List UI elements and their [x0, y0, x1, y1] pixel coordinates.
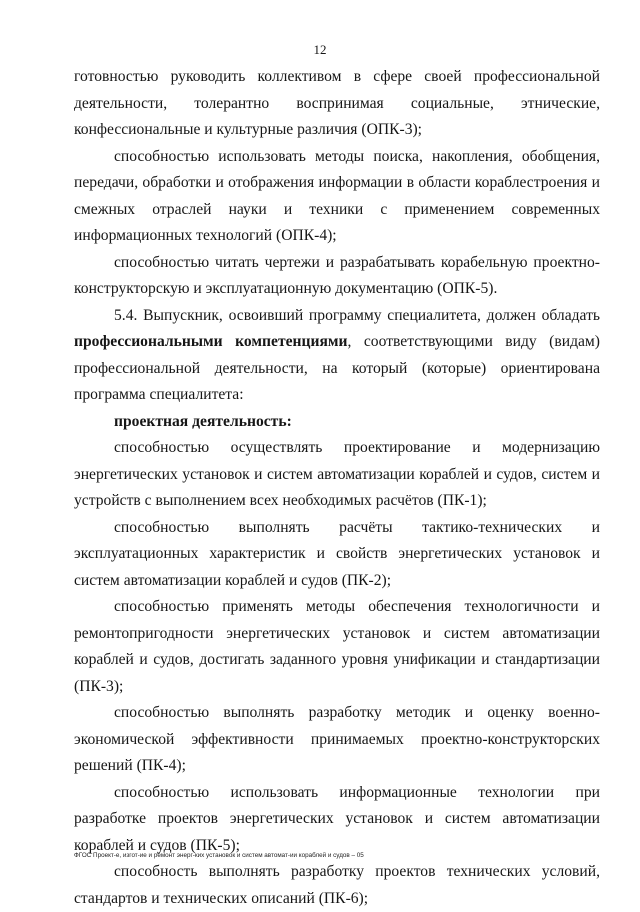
paragraph-opk3: готовностью руководить коллективом в сфере своей профессиональной деятельности, толерантно воспринимая социальные, этнические, конфессиональные и культурные различия (ОПК-3);: [74, 68, 600, 138]
paragraph-pk5: способностью использовать информационные технологии при разработке проектов энергетических установок и систем автоматизации кораблей и судов (ПК-5);: [74, 783, 600, 854]
paragraph-opk4: способностью использовать методы поиска, накопления, обобщения, передачи, обработки и отображения информации в области кораблестроения и смежных отраслей науки и техники с применением современных информационных технологий (ОПК-4);: [74, 147, 600, 244]
section-heading-design: проектная деятельность:: [114, 412, 292, 430]
paragraph-opk5: способностью читать чертежи и разрабатывать корабельную проектно-конструкторскую и эксплуатационную документацию (ОПК-5).: [74, 253, 600, 297]
paragraph-pk6: способность выполнять разработку проектов технических условий, стандартов и технических описаний (ПК-6);: [74, 863, 600, 907]
paragraph-5-4: [74, 303, 600, 409]
page-number: 12: [313, 42, 327, 57]
paragraph-pk2: способностью выполнять расчёты тактико-технических и эксплуатационных характеристик и свойств энергетических установок и систем автоматизации кораблей и судов (ПК-2);: [74, 518, 600, 589]
paragraph-5-4-intro: 5.4. Выпускник, освоивший программу специалитета, должен обладать: [114, 306, 600, 324]
professional-competencies-term: профессиональными компетенциями: [74, 333, 348, 350]
document-body: [74, 64, 600, 912]
page-footer: ФГОС Проект-е, изгот-ие и ремонт энерг-ких установок и систем автомат-ии кораблей и судов – 05: [74, 852, 364, 859]
paragraph-5-4-rest: , соответствующими виду (видам) профессиональной деятельности, на который (которые) ориентирована программа специалитета:: [74, 333, 600, 403]
paragraph-pk1: способностью осуществлять проектирование и модернизацию энергетических установок и систем автоматизации кораблей и судов, систем и устройств с выполнением всех необходимых расчётов (ПК-1);: [74, 439, 600, 509]
paragraph-pk4: способностью выполнять разработку методик и оценку военно-экономической эффективности принимаемых проектно-конструкторских решений (ПК-4);: [74, 704, 600, 774]
paragraph-pk3: способностью применять методы обеспечения технологичности и ремонтопригодности энергетических установок и систем автоматизации кораблей и судов, достигать заданного уровня унификации и стандартизации (ПК-3);: [74, 598, 600, 695]
